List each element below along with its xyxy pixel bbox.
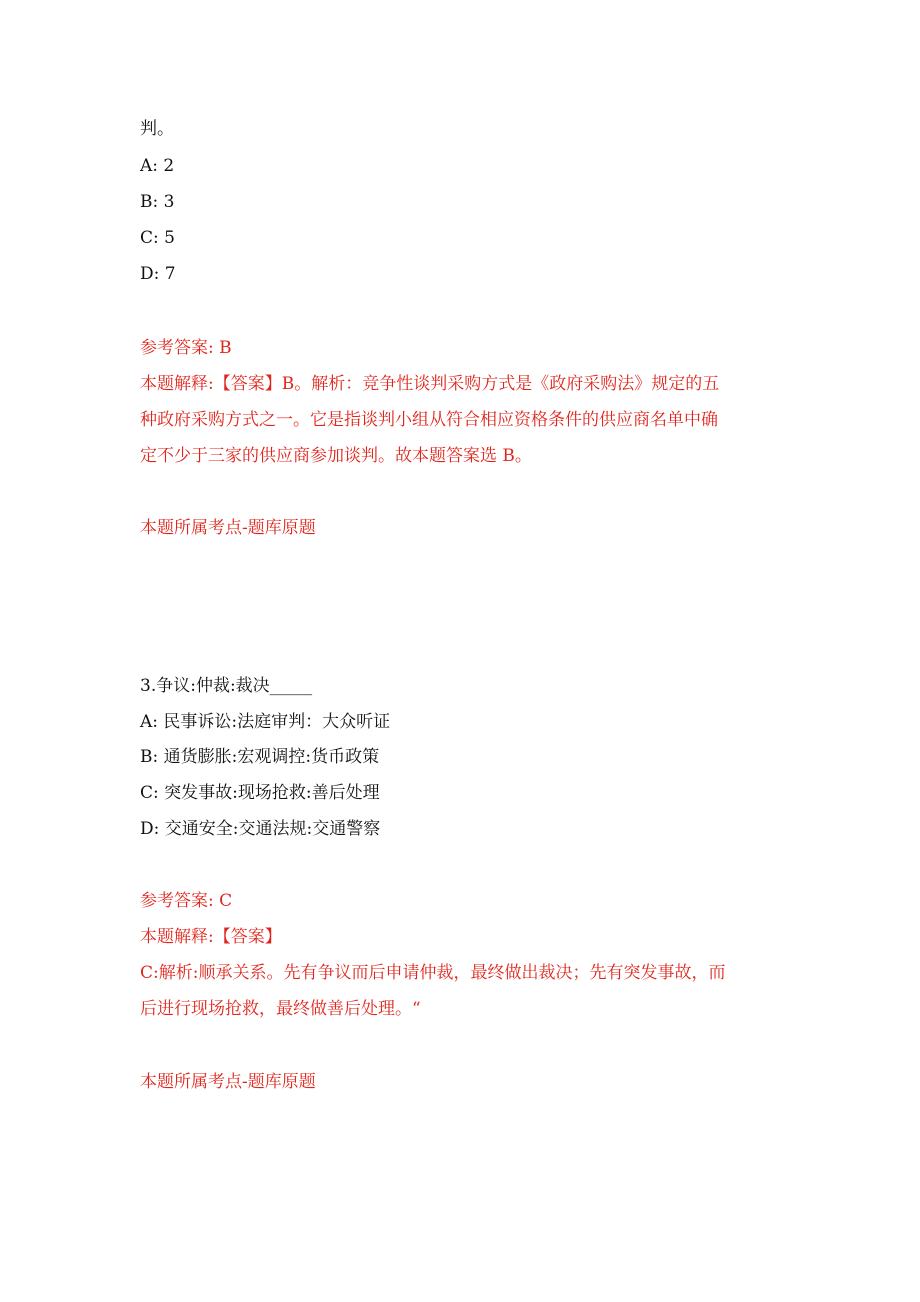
q3-source: 本题所属考点-题库原题	[140, 1072, 316, 1092]
q3-option-b: B: 通货膨胀:宏观调控:货币政策	[140, 747, 380, 767]
q2-option-b: B: 3	[140, 192, 175, 212]
q2-explanation-line-2: 种政府采购方式之一。它是指谈判小组从符合相应资格条件的供应商名单中确	[140, 410, 718, 430]
q3-stem: 3.争议:仲裁:裁决_____	[140, 676, 313, 696]
q2-option-a: A: 2	[140, 156, 175, 176]
q3-explanation-line-3: 后进行现场抢救，最终做善后处理。“	[140, 999, 421, 1019]
q3-option-d: D: 交通安全:交通法规:交通警察	[140, 819, 381, 839]
q2-option-c: C: 5	[140, 228, 175, 248]
q3-option-c: C: 突发事故:现场抢救:善后处理	[140, 783, 380, 803]
q3-option-a: A: 民事诉讼:法庭审判：大众听证	[140, 712, 391, 732]
q3-explanation-line-1: 本题解释:【答案】	[140, 927, 282, 947]
q3-answer: 参考答案: C	[140, 891, 233, 911]
q3-explanation-line-2: C:解析:顺承关系。先有争议而后申请仲裁，最终做出裁决；先有突发事故，而	[140, 963, 726, 983]
q2-option-d: D: 7	[140, 264, 176, 284]
q2-explanation-line-3: 定不少于三家的供应商参加谈判。故本题答案选 B。	[140, 446, 532, 466]
q2-explanation-line-1: 本题解释:【答案】B。解析：竞争性谈判采购方式是《政府采购法》规定的五	[140, 374, 720, 394]
q2-source: 本题所属考点-题库原题	[140, 518, 316, 538]
q2-answer: 参考答案: B	[140, 338, 232, 358]
q2-stem-tail: 判。	[140, 119, 174, 139]
